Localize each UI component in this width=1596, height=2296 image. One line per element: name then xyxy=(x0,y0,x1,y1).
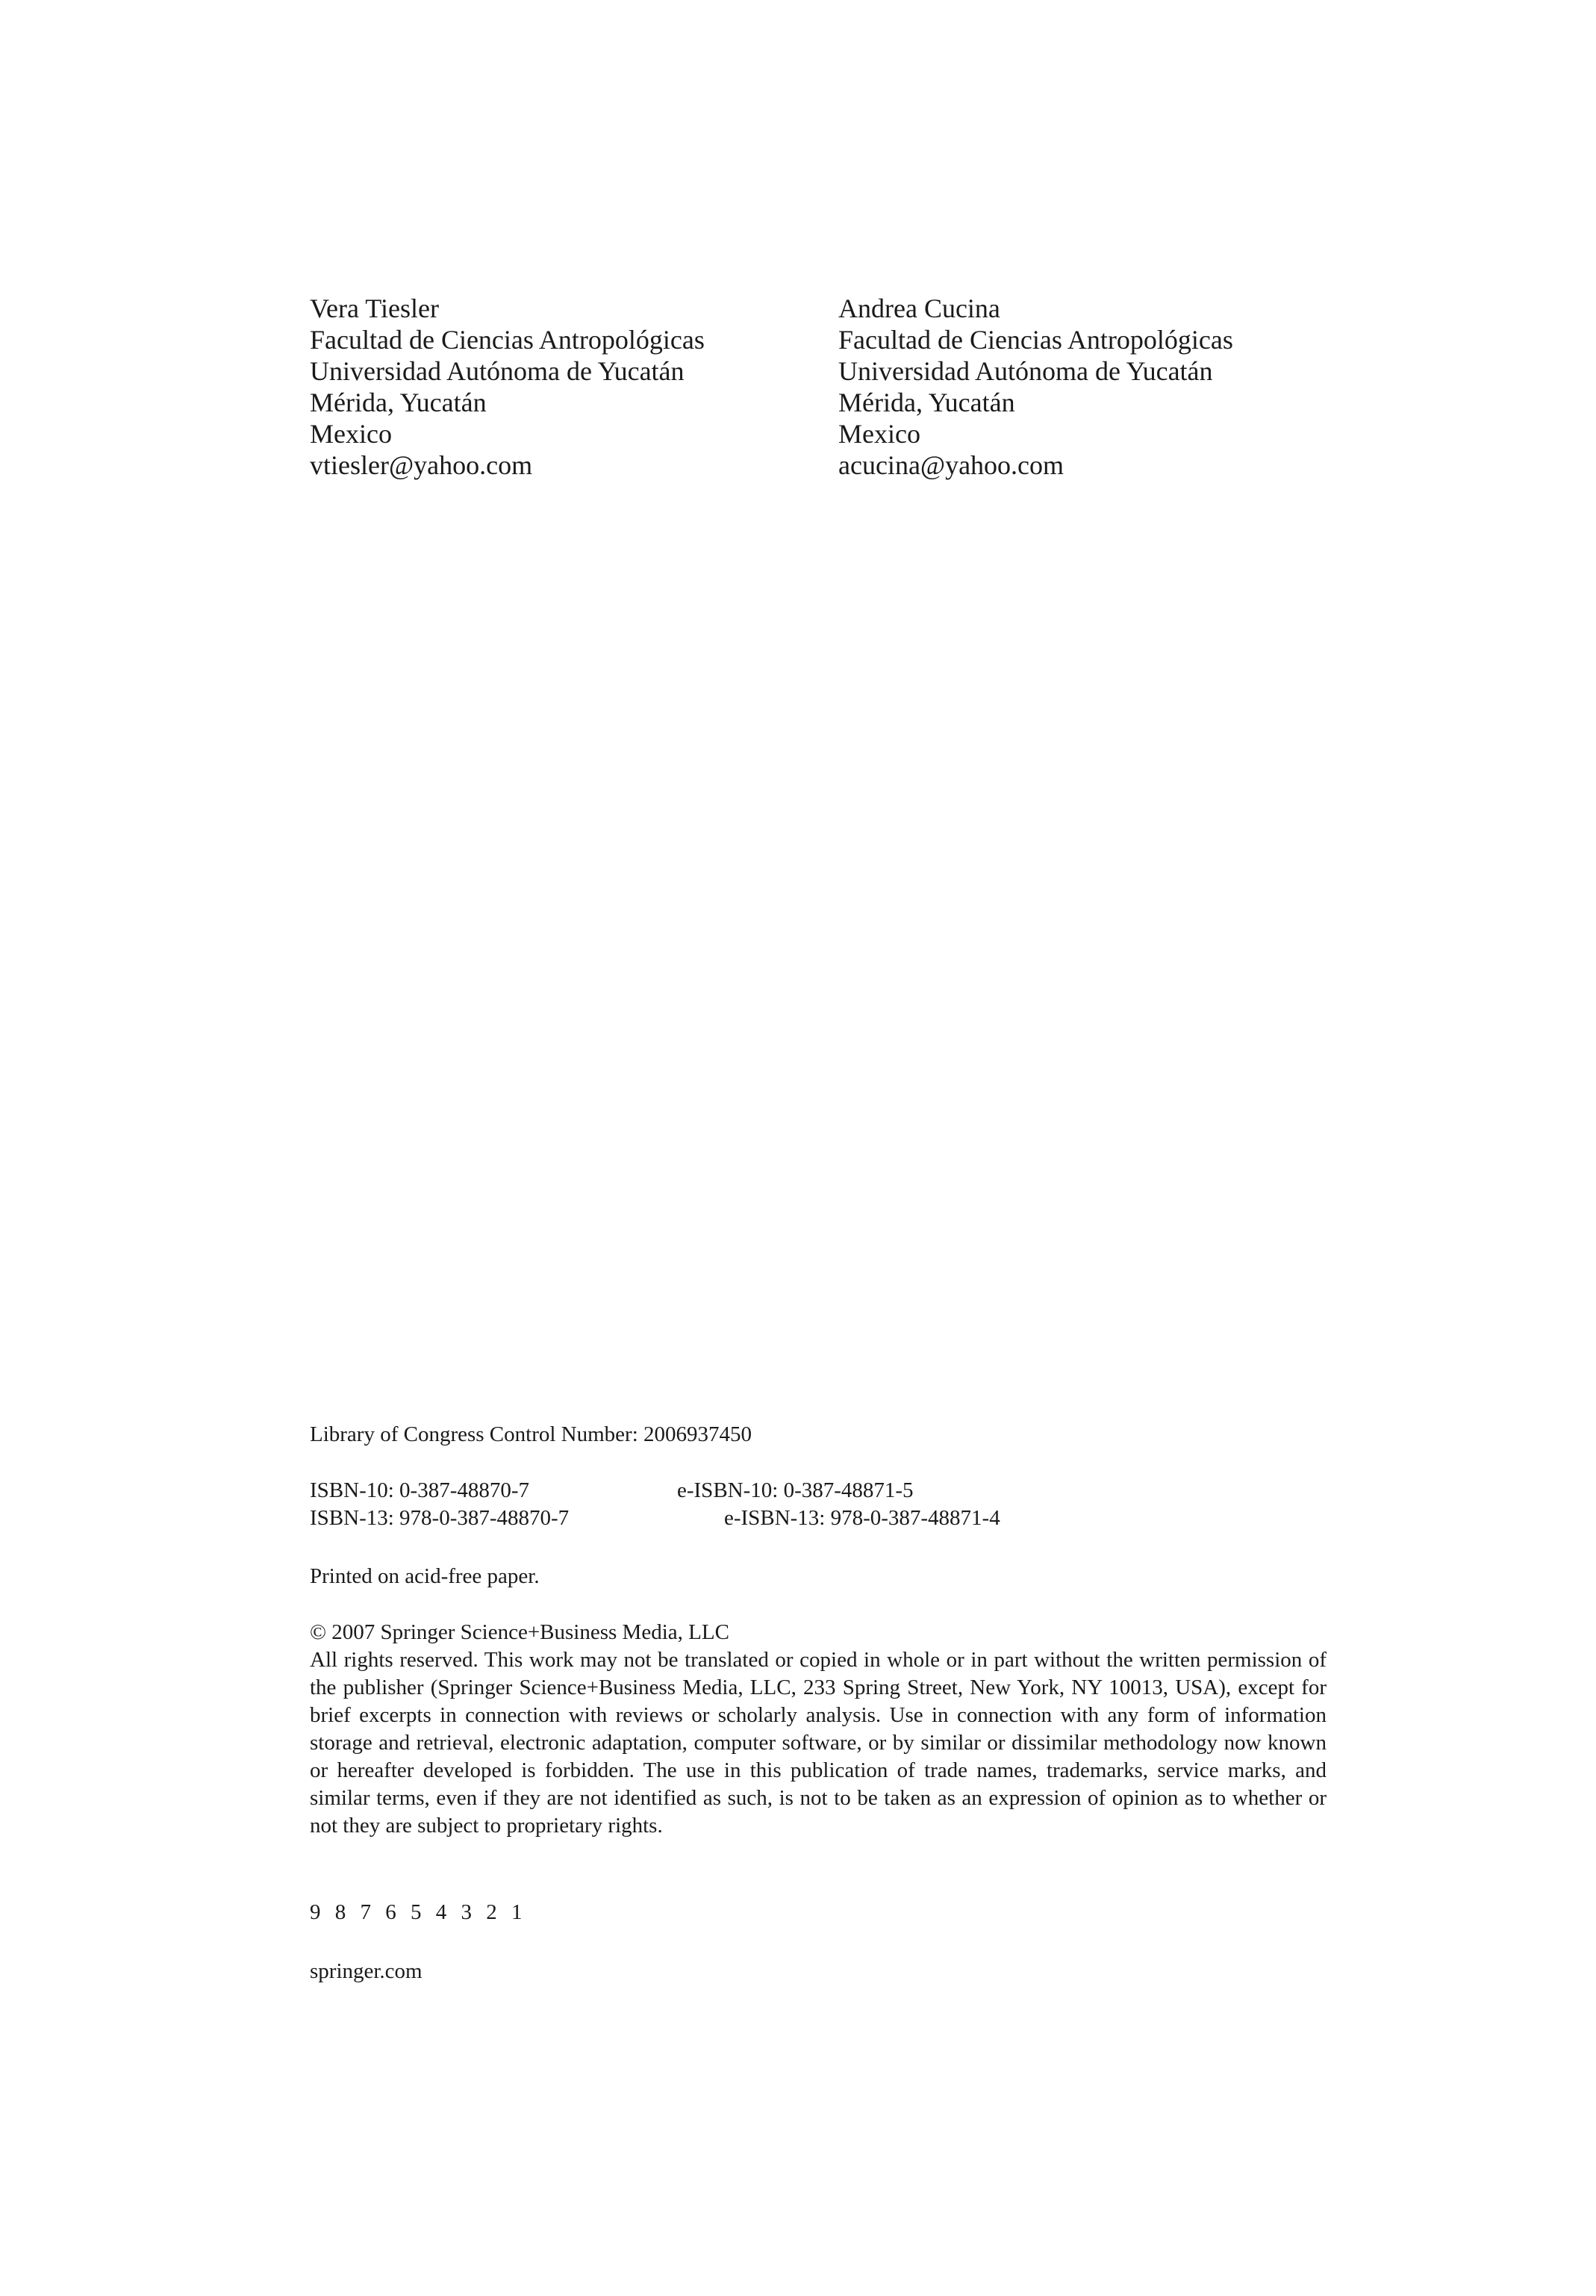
e-isbn-13: e-ISBN-13: 978-0-387-48871-4 xyxy=(724,1506,1000,1530)
author-university: Universidad Autónoma de Yucatán xyxy=(838,356,1213,386)
lccn: Library of Congress Control Number: 2006937450 xyxy=(310,1422,752,1446)
publisher-website: springer.com xyxy=(310,1959,423,1983)
author-name: Vera Tiesler xyxy=(310,293,439,323)
author-city: Mérida, Yucatán xyxy=(838,388,1015,417)
author-country: Mexico xyxy=(838,419,920,449)
author-email: acucina@yahoo.com xyxy=(838,450,1064,480)
rights-statement: All rights reserved. This work may not be translated or copied in whole or in part without the written permission of the publisher (Springer Science+Business Media, LLC, 233 Spring Street, New York, NY 10013, USA), except for brief excerpts in connection with reviews or scholarly analysis. Use in connection with any form of information storage and retrieval, electronic adaptation, computer software, or by similar or dissimilar methodology now known or hereafter developed is forbidden. The use in this publication of trade names, trademarks, service marks, and similar terms, even if they are not identified as such, is not to be taken as an expression of opinion as to whether or not they are subject to proprietary rights. xyxy=(310,1648,1327,1838)
author-name: Andrea Cucina xyxy=(838,293,1000,323)
copyright-line: © 2007 Springer Science+Business Media, LLC xyxy=(310,1620,729,1644)
author-faculty: Facultad de Ciencias Antropológicas xyxy=(838,325,1233,355)
author-block-tiesler xyxy=(310,293,705,481)
author-email: vtiesler@yahoo.com xyxy=(310,450,533,480)
isbn-13: ISBN-13: 978-0-387-48870-7 xyxy=(310,1506,570,1530)
copyright-block xyxy=(310,1619,1327,1840)
author-country: Mexico xyxy=(310,419,392,449)
author-university: Universidad Autónoma de Yucatán xyxy=(310,356,685,386)
author-faculty: Facultad de Ciencias Antropológicas xyxy=(310,325,705,355)
printing-line: 9 8 7 6 5 4 3 2 1 xyxy=(310,1900,523,1924)
isbn-10: ISBN-10: 0-387-48870-7 xyxy=(310,1478,530,1502)
e-isbn-10: e-ISBN-10: 0-387-48871-5 xyxy=(677,1478,914,1502)
author-city: Mérida, Yucatán xyxy=(310,388,487,417)
paper-note: Printed on acid-free paper. xyxy=(310,1564,540,1588)
author-block-cucina xyxy=(838,293,1233,481)
